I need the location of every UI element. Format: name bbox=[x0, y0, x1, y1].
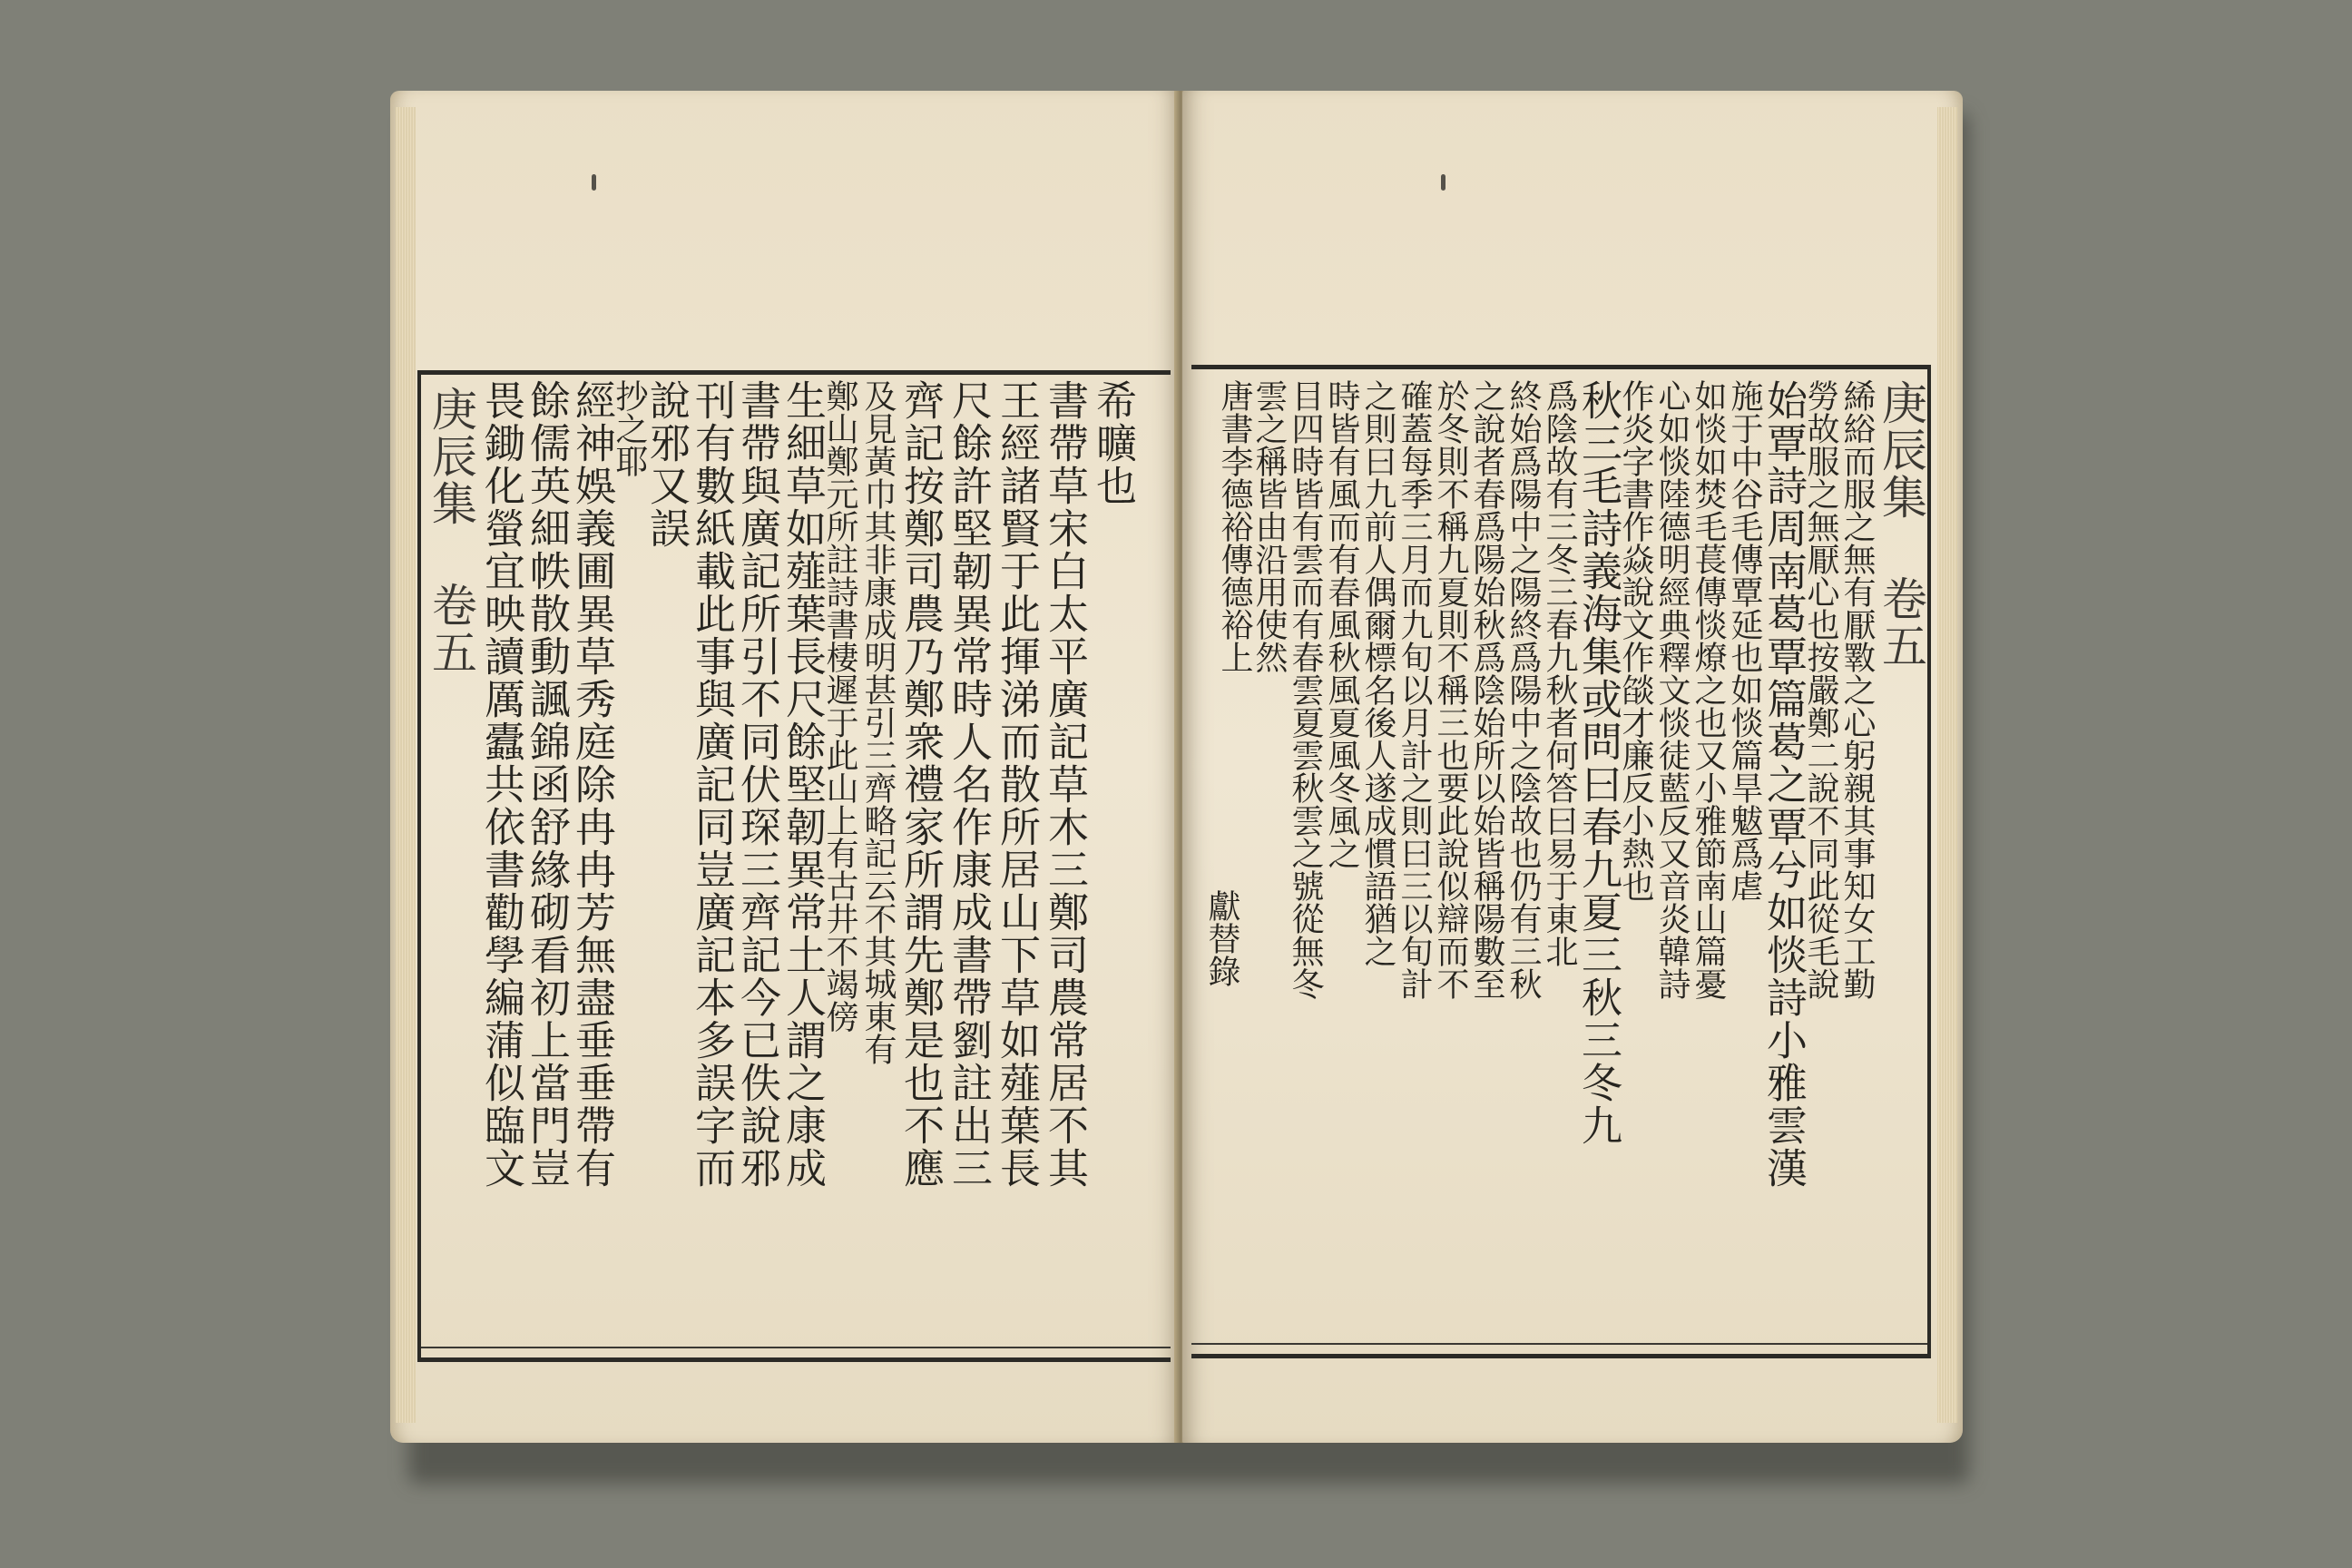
left-page bbox=[390, 91, 1180, 1443]
bottom-inner-border-right bbox=[1191, 1343, 1931, 1345]
text-column: 終始爲陽中之陽終爲陽中之陰故也仍有三秋 bbox=[1504, 379, 1542, 1000]
bottom-border-right bbox=[1191, 1354, 1931, 1358]
text-column: 尺餘許堅韌異常時人名作康成書帶劉註出三 bbox=[945, 379, 993, 1190]
text-column: 王經諸賢于此揮涕而散所居山下草如薤葉長 bbox=[993, 379, 1041, 1190]
text-column: 之則曰九前人偶爾標名後人遂成慣語猶之 bbox=[1359, 379, 1396, 967]
text-column: 刊有數紙載此事與廣記同豈廣記本多誤字而 bbox=[688, 379, 736, 1190]
text-column: 秋三毛詩義海集或問曰春九夏三秋三冬九 bbox=[1574, 379, 1622, 1147]
margin-mark bbox=[592, 174, 596, 191]
top-border-left bbox=[417, 370, 1171, 375]
open-book bbox=[390, 91, 1978, 1479]
text-column: 鄭山鄭元所註詩書棲遲于此山上有古井不竭傍 bbox=[821, 379, 858, 1033]
text-column: 目四時皆有雲而有春雲夏雲秋雲之號從無冬 bbox=[1287, 379, 1324, 1000]
text-column: 施于中谷毛傳覃延也如惔篇旱魃爲虐 bbox=[1726, 379, 1763, 902]
right-page bbox=[1182, 91, 1963, 1443]
poem-column: 經神娛義圃異草秀庭除冉冉芳無盡垂垂帶有 bbox=[568, 379, 616, 1190]
text-column: 抄之耶 bbox=[611, 379, 648, 477]
text-column: 於冬則不稱九夏則不稱三也要此說似辯而不 bbox=[1432, 379, 1469, 1000]
margin-title-right: 庚辰集 卷五 bbox=[1875, 379, 1927, 670]
side-border-right bbox=[1927, 365, 1931, 1357]
page-edge-left bbox=[396, 107, 416, 1423]
text-column: 之說者春爲陽始秋爲陰始所以始皆稱陽數至 bbox=[1468, 379, 1505, 1000]
text-column: 勞故服之無厭心也按嚴鄭二說不同此從毛說 bbox=[1802, 379, 1839, 1000]
text-column: 生細草如薤葉長尺餘堅韌異常土人謂之康成 bbox=[779, 379, 827, 1190]
poem-column: 餘儒英細帙散動諷錦函舒緣砌看初上當門豈 bbox=[523, 379, 571, 1190]
text-column: 唐書李德裕傳德裕上 bbox=[1216, 379, 1253, 673]
text-column: 齊記按鄭司農乃鄭衆禮家所謂先鄭是也不應 bbox=[897, 379, 945, 1190]
page-edge-right bbox=[1937, 107, 1957, 1423]
text-column: 絺綌而服之無有厭斁之心躬親其事知女工勤 bbox=[1838, 379, 1876, 1000]
text-column: 爲陰故有三冬三春九秋者何答曰易于東北 bbox=[1541, 379, 1578, 967]
text-column: 雲之稱皆由沿用使然 bbox=[1250, 379, 1288, 673]
bottom-inner-border-left bbox=[417, 1347, 1171, 1348]
margin-title-left: 庚辰集 卷五 bbox=[425, 386, 477, 676]
margin-mark bbox=[1441, 174, 1446, 191]
text-column: 說邪又誤 bbox=[642, 379, 691, 550]
text-column: 作炎字書作焱說文作燄才廉反小熱也 bbox=[1617, 379, 1654, 902]
text-column: 時皆有風而有春風秋風夏風冬風之 bbox=[1323, 379, 1360, 869]
top-border-right bbox=[1191, 365, 1931, 369]
side-border-left bbox=[417, 370, 421, 1361]
text-column: 始覃詩周南葛覃篇葛之覃兮如惔詩小雅雲漢 bbox=[1759, 379, 1808, 1190]
text-column: 獻替錄 bbox=[1203, 889, 1240, 987]
text-column: 心如惔陸德明經典釋文惔徒藍反又音炎韓詩 bbox=[1653, 379, 1690, 1000]
text-column: 希曠也 bbox=[1089, 379, 1137, 507]
text-column: 書帶與廣記所引不同伏琛三齊記今已佚說邪 bbox=[733, 379, 781, 1190]
text-column: 如惔如焚毛萇傳惔燎之也又小雅節南山篇憂 bbox=[1690, 379, 1727, 1000]
text-column: 確蓋每季三月而九旬以月計之則曰三以旬計 bbox=[1396, 379, 1433, 1000]
text-column: 及見黃巾其非康成明甚引三齊略記云不其城東有 bbox=[859, 379, 897, 1065]
poem-column: 畏鋤化螢宜映讀厲蠹共依書勸學編蒲似臨文 bbox=[477, 379, 525, 1190]
text-column: 書帶草宋白太平廣記草木三鄭司農常居不其 bbox=[1041, 379, 1089, 1190]
bottom-border-left bbox=[417, 1357, 1171, 1362]
